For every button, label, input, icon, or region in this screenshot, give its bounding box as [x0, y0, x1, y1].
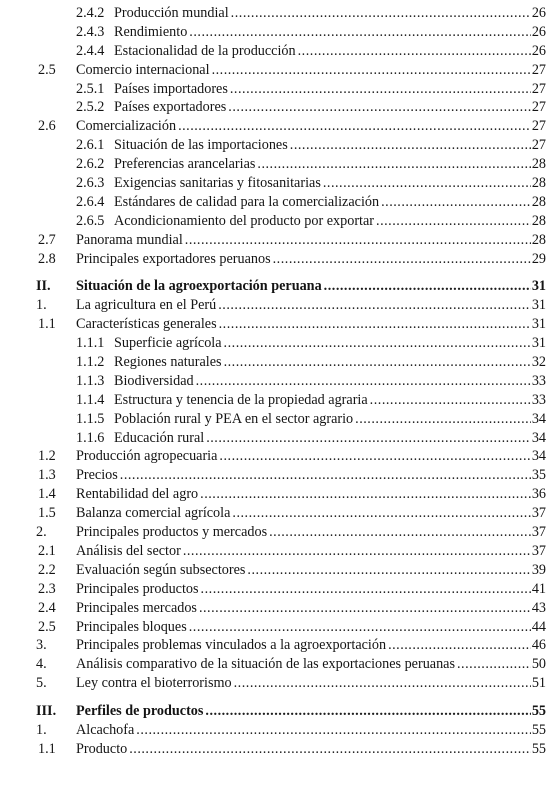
toc-entry[interactable] [0, 740, 551, 759]
toc-entry-page: 34 [531, 410, 546, 427]
toc-entry-title: Regiones naturales [114, 354, 222, 371]
toc-entry[interactable] [0, 485, 551, 504]
toc-entry-number: 1.2 [38, 448, 56, 465]
toc-entry-number: II. [36, 278, 51, 295]
dot-leader [219, 315, 531, 334]
toc-entry-page: 28 [531, 175, 546, 192]
toc-entry[interactable] [0, 504, 551, 523]
toc-entry-number: 2.6.4 [76, 193, 105, 210]
dot-leader [232, 504, 531, 523]
toc-entry-number: 3. [36, 637, 47, 654]
dot-leader [231, 4, 531, 23]
section-gap [0, 693, 551, 702]
dot-leader [189, 23, 531, 42]
toc-entry-number: 2.5 [38, 61, 56, 78]
toc-entry-number: 1.1.5 [76, 410, 105, 427]
toc-entry-page: 28 [531, 212, 546, 229]
toc-entry-title: Situación de las importaciones [114, 137, 288, 154]
dot-leader [388, 636, 531, 655]
toc-entry-number: 1.1.1 [76, 335, 105, 352]
toc-entry[interactable] [0, 636, 551, 655]
toc-entry-title: Ley contra el bioterrorismo [76, 675, 232, 692]
toc-entry-page: 51 [531, 675, 546, 692]
toc-entry[interactable] [0, 4, 551, 23]
toc-entry-title: Análisis del sector [76, 542, 181, 559]
toc-entry-page: 27 [531, 137, 546, 154]
toc-entry-page: 27 [531, 99, 546, 116]
dot-leader [201, 580, 531, 599]
toc-entry[interactable] [0, 61, 551, 80]
dot-leader [355, 410, 531, 429]
toc-entry-page: 43 [531, 599, 546, 616]
toc-entry-title: Población rural y PEA en el sector agrario [114, 410, 354, 427]
dot-leader [298, 42, 531, 61]
toc-entry-page: 27 [531, 118, 546, 135]
toc-entry-title: La agricultura en el Perú [76, 297, 217, 314]
toc-entry-title: Comercio internacional [76, 61, 210, 78]
toc-entry-title: Biodiversidad [114, 372, 194, 389]
toc-entry-number: 2.4 [38, 599, 56, 616]
toc-entry-page: 28 [531, 193, 546, 210]
toc-entry-title: Principales exportadores peruanos [76, 250, 271, 267]
toc-entry[interactable] [0, 542, 551, 561]
toc-entry-page: 28 [531, 231, 546, 248]
toc-entry[interactable] [0, 136, 551, 155]
toc-entry-title: Principales problemas vinculados a la agroexportación [76, 637, 387, 654]
toc-entry-number: 2.6.2 [76, 156, 105, 173]
toc-entry-title: Preferencias arancelarias [114, 156, 256, 173]
toc-entry-page: 41 [531, 580, 546, 597]
toc-entry-page: 36 [531, 486, 546, 503]
dot-leader [206, 429, 531, 448]
toc-entry-page: 39 [531, 561, 546, 578]
toc-entry-page: 31 [531, 297, 546, 314]
toc-entry[interactable] [0, 702, 551, 721]
toc-entry[interactable] [0, 231, 551, 250]
toc-entry-page: 55 [531, 703, 546, 720]
toc-entry-page: 34 [531, 429, 546, 446]
toc-entry[interactable] [0, 618, 551, 637]
toc-entry[interactable] [0, 155, 551, 174]
toc-entry-title: Análisis comparativo de la situación de las exportaciones peruanas [76, 656, 455, 673]
toc-entry-number: 2.4.4 [76, 42, 105, 59]
dot-leader [205, 702, 531, 721]
toc-entry[interactable] [0, 447, 551, 466]
toc-entry-number: 2.6 [38, 118, 56, 135]
toc-entry-number: 2. [36, 524, 47, 541]
toc-entry[interactable] [0, 599, 551, 618]
toc-entry-title: Superficie agrícola [114, 335, 222, 352]
toc-entry[interactable] [0, 353, 551, 372]
toc-entry-page: 37 [531, 542, 546, 559]
dot-leader [196, 372, 531, 391]
toc-entry-number: 2.8 [38, 250, 56, 267]
toc-entry-number: 2.3 [38, 580, 56, 597]
toc-entry-page: 35 [531, 467, 546, 484]
toc-entry-title: Producción agropecuaria [76, 448, 218, 465]
toc-entry-title: Exigencias sanitarias y fitosanitarias [114, 175, 321, 192]
toc-entry-page: 34 [531, 448, 546, 465]
toc-entry-title: Panorama mundial [76, 231, 183, 248]
toc-entry-page: 28 [531, 156, 546, 173]
toc-entry-number: 2.7 [38, 231, 56, 248]
table-of-contents [0, 4, 551, 759]
toc-entry-number: 1.1 [38, 740, 56, 757]
toc-entry[interactable] [0, 334, 551, 353]
toc-entry-page: 33 [531, 391, 546, 408]
toc-entry[interactable] [0, 277, 551, 296]
toc-entry-page: 27 [531, 80, 546, 97]
toc-entry-title: Situación de la agroexportación peruana [76, 278, 322, 295]
dot-leader [257, 155, 531, 174]
toc-entry-number: 2.6.5 [76, 212, 105, 229]
toc-entry-number: 1.1 [38, 316, 56, 333]
dot-leader [234, 674, 531, 693]
toc-entry[interactable] [0, 296, 551, 315]
toc-entry-title: Países exportadores [114, 99, 227, 116]
toc-entry[interactable] [0, 466, 551, 485]
toc-entry-title: Alcachofa [76, 721, 135, 738]
toc-entry-number: 2.5 [38, 618, 56, 635]
toc-entry-title: Características generales [76, 316, 217, 333]
dot-leader [185, 231, 531, 250]
dot-leader [269, 523, 531, 542]
toc-entry-title: Acondicionamiento del producto por exportar [114, 212, 375, 229]
dot-leader [136, 721, 531, 740]
toc-entry[interactable] [0, 117, 551, 136]
toc-entry-page: 32 [531, 354, 546, 371]
toc-entry[interactable] [0, 655, 551, 674]
toc-entry-number: 2.2 [38, 561, 56, 578]
dot-leader [219, 447, 531, 466]
dot-leader [228, 98, 531, 117]
toc-entry[interactable] [0, 193, 551, 212]
toc-entry-title: Rendimiento [114, 23, 188, 40]
toc-entry[interactable] [0, 98, 551, 117]
section-gap [0, 268, 551, 277]
toc-entry[interactable] [0, 250, 551, 269]
toc-entry-title: Rentabilidad del agro [76, 486, 199, 503]
toc-entry-number: 4. [36, 656, 47, 673]
dot-leader [323, 174, 531, 193]
toc-entry-number: 2.6.3 [76, 175, 105, 192]
toc-entry-page: 26 [531, 5, 546, 21]
toc-entry-number: 5. [36, 675, 47, 692]
toc-entry-page: 26 [531, 23, 546, 40]
dot-leader [376, 212, 531, 231]
toc-entry[interactable] [0, 391, 551, 410]
toc-entry-number: 1.3 [38, 467, 56, 484]
toc-entry-page: 55 [531, 740, 546, 757]
dot-leader [273, 250, 531, 269]
dot-leader [224, 353, 531, 372]
toc-entry-page: 31 [531, 335, 546, 352]
toc-entry[interactable] [0, 561, 551, 580]
toc-entry-number: 1.5 [38, 505, 56, 522]
toc-entry-title: Producción mundial [114, 5, 229, 21]
dot-leader [457, 655, 531, 674]
dot-leader [189, 618, 531, 637]
dot-leader [129, 740, 531, 759]
toc-entry[interactable] [0, 429, 551, 448]
toc-entry[interactable] [0, 212, 551, 231]
toc-entry-title: Precios [76, 467, 118, 484]
toc-entry-number: 1.1.2 [76, 354, 105, 371]
toc-entry[interactable] [0, 721, 551, 740]
toc-entry-page: 50 [531, 656, 546, 673]
toc-entry-page: 37 [531, 524, 546, 541]
toc-entry[interactable] [0, 523, 551, 542]
toc-entry-title: Estacionalidad de la producción [114, 42, 296, 59]
toc-entry-page: 31 [531, 278, 546, 295]
toc-entry[interactable] [0, 674, 551, 693]
toc-entry-number: 1.4 [38, 486, 56, 503]
toc-entry-number: 2.4.2 [76, 5, 105, 21]
toc-entry-title: Comercialización [76, 118, 177, 135]
dot-leader [218, 296, 531, 315]
toc-entry[interactable] [0, 42, 551, 61]
toc-entry-number: 2.5.2 [76, 99, 105, 116]
toc-entry-number: 1. [36, 721, 47, 738]
toc-entry-number: 2.1 [38, 542, 56, 559]
toc-entry[interactable] [0, 315, 551, 334]
toc-entry-number: III. [36, 703, 57, 720]
toc-entry[interactable] [0, 580, 551, 599]
toc-entry-title: Principales productos y mercados [76, 524, 268, 541]
toc-entry-title: Países importadores [114, 80, 228, 97]
dot-leader [212, 61, 531, 80]
toc-entry-number: 1.1.6 [76, 429, 105, 446]
toc-entry[interactable] [0, 80, 551, 99]
toc-entry-number: 1. [36, 297, 47, 314]
dot-leader [381, 193, 531, 212]
toc-entry-title: Estándares de calidad para la comercialización [114, 193, 380, 210]
toc-entry-title: Balanza comercial agrícola [76, 505, 231, 522]
dot-leader [370, 391, 531, 410]
dot-leader [324, 277, 531, 296]
toc-entry-title: Evaluación según subsectores [76, 561, 246, 578]
dot-leader [200, 485, 531, 504]
toc-entry-page: 26 [531, 42, 546, 59]
dot-leader [120, 466, 531, 485]
dot-leader [178, 117, 531, 136]
toc-entry-page: 46 [531, 637, 546, 654]
toc-entry-title: Producto [76, 740, 128, 757]
dot-leader [247, 561, 531, 580]
dot-leader [230, 80, 531, 99]
toc-entry-page: 44 [531, 618, 546, 635]
toc-entry-page: 27 [531, 61, 546, 78]
toc-entry[interactable] [0, 372, 551, 391]
toc-entry-number: 2.4.3 [76, 23, 105, 40]
dot-leader [183, 542, 531, 561]
toc-entry-title: Perfiles de productos [76, 703, 204, 720]
toc-entry[interactable] [0, 174, 551, 193]
toc-entry[interactable] [0, 23, 551, 42]
dot-leader [199, 599, 531, 618]
toc-entry-title: Estructura y tenencia de la propiedad agraria [114, 391, 368, 408]
toc-entry-page: 55 [531, 721, 546, 738]
toc-entry-title: Educación rural [114, 429, 205, 446]
toc-entry-page: 33 [531, 372, 546, 389]
toc-entry-number: 1.1.3 [76, 372, 105, 389]
toc-entry-title: Principales productos [76, 580, 199, 597]
dot-leader [290, 136, 531, 155]
toc-entry-number: 2.6.1 [76, 137, 105, 154]
toc-entry-title: Principales bloques [76, 618, 187, 635]
toc-entry-page: 31 [531, 316, 546, 333]
dot-leader [224, 334, 531, 353]
toc-entry-page: 29 [531, 250, 546, 267]
toc-entry-title: Principales mercados [76, 599, 197, 616]
toc-entry-number: 2.5.1 [76, 80, 105, 97]
toc-entry-page: 37 [531, 505, 546, 522]
toc-entry-number: 1.1.4 [76, 391, 105, 408]
toc-entry[interactable] [0, 410, 551, 429]
